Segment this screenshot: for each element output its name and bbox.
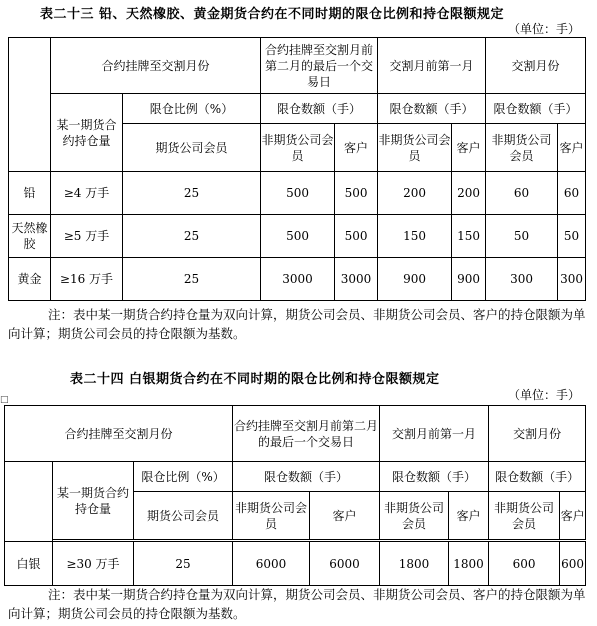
table23 <box>8 37 586 301</box>
pre2-client-cell: 6000 <box>310 542 380 586</box>
table24-unit: （单位：手） <box>508 388 581 402</box>
pre2-nonfc-cell: 500 <box>261 172 335 215</box>
pre1-client-cell: 900 <box>452 258 486 301</box>
ratio-cell: 25 <box>123 215 261 258</box>
product-header-cell <box>9 38 51 172</box>
delivery-nonfc-cell: 60 <box>486 172 558 215</box>
header-quota-pre1: 限仓数额（手） <box>378 94 486 124</box>
header-period-listing: 合约挂牌至交割月份 <box>5 406 233 462</box>
header-position: 某一期货合约持仓量 <box>53 462 134 540</box>
table24-note: 注：表中某一期货合约持仓量为双向计算，期货公司会员、非期货公司会员、客户的持仓限额为单向计算；期货公司会员的持仓限额为基数。 <box>8 587 586 621</box>
header-quota-pre2: 限仓数额（手） <box>233 462 380 492</box>
header-period-pre2: 合约挂牌至交割月前第二月的最后一个交易日 <box>233 406 380 462</box>
header-ratio: 限仓比例（%） <box>123 94 261 124</box>
delivery-client-cell: 600 <box>560 542 586 586</box>
delivery-nonfc-cell: 50 <box>486 215 558 258</box>
header-client: 客户 <box>558 124 586 172</box>
header-member-nonfc: 非期货公司会员 <box>489 492 560 540</box>
header-client: 客户 <box>449 492 489 540</box>
anchor-marker-icon: □ <box>0 395 9 405</box>
delivery-client-cell: 60 <box>558 172 586 215</box>
product-cell: 铅 <box>9 172 51 215</box>
pre1-client-cell: 1800 <box>449 542 489 586</box>
header-period-delivery: 交割月份 <box>489 406 586 462</box>
pre2-nonfc-cell: 3000 <box>261 258 335 301</box>
header-quota-pre1: 限仓数额（手） <box>380 462 489 492</box>
header-client: 客户 <box>335 124 378 172</box>
header-client: 客户 <box>452 124 486 172</box>
pre1-nonfc-cell: 900 <box>378 258 452 301</box>
product-cell: 白银 <box>5 542 53 586</box>
header-period-pre2: 合约挂牌至交割月前第二月的最后一个交易日 <box>261 38 378 94</box>
header-period-pre1: 交割月前第一月 <box>380 406 489 462</box>
table-row <box>5 542 586 586</box>
header-client: 客户 <box>310 492 380 540</box>
header-client: 客户 <box>560 492 586 540</box>
pre2-nonfc-cell: 6000 <box>233 542 310 586</box>
ratio-cell: 25 <box>123 258 261 301</box>
delivery-nonfc-cell: 600 <box>489 542 560 586</box>
pre2-client-cell: 500 <box>335 215 378 258</box>
pre2-client-cell: 500 <box>335 172 378 215</box>
table-row <box>9 258 586 301</box>
pre1-client-cell: 200 <box>452 172 486 215</box>
product-cell: 天然橡胶 <box>9 215 51 258</box>
pre2-nonfc-cell: 500 <box>261 215 335 258</box>
pre1-nonfc-cell: 1800 <box>380 542 449 586</box>
header-member-fc: 期货公司会员 <box>123 124 261 172</box>
table-row <box>9 215 586 258</box>
table24 <box>4 405 586 586</box>
threshold-cell: ≥4 万手 <box>51 172 123 215</box>
threshold-cell: ≥30 万手 <box>53 542 134 586</box>
header-position: 某一期货合约持仓量 <box>51 94 123 172</box>
header-member-nonfc: 非期货公司会员 <box>378 124 452 172</box>
table23-note: 注：表中某一期货合约持仓量为双向计算，期货公司会员、非期货公司会员、客户的持仓限额为单向计算；期货公司会员的持仓限额为基数。 <box>8 307 586 341</box>
header-quota-pre2: 限仓数额（手） <box>261 94 378 124</box>
product-header-cell <box>5 462 53 542</box>
header-quota-delivery: 限仓数额（手） <box>486 94 586 124</box>
table-row <box>9 172 586 215</box>
threshold-cell: ≥16 万手 <box>51 258 123 301</box>
header-quota-delivery: 限仓数额（手） <box>489 462 586 492</box>
pre1-client-cell: 150 <box>452 215 486 258</box>
header-period-pre1: 交割月前第一月 <box>378 38 486 94</box>
pre2-client-cell: 3000 <box>335 258 378 301</box>
ratio-cell: 25 <box>134 542 233 586</box>
product-cell: 黄金 <box>9 258 51 301</box>
header-member-nonfc: 非期货公司会员 <box>380 492 449 540</box>
ratio-cell: 25 <box>123 172 261 215</box>
header-member-nonfc: 非期货公司会员 <box>486 124 558 172</box>
table23-title: 表二十三 铅、天然橡胶、黄金期货合约在不同时期的限仓比例和持仓限额规定 <box>40 7 505 22</box>
pre1-nonfc-cell: 200 <box>378 172 452 215</box>
delivery-client-cell: 50 <box>558 215 586 258</box>
delivery-nonfc-cell: 300 <box>486 258 558 301</box>
header-member-nonfc: 非期货公司会员 <box>233 492 310 540</box>
header-period-delivery: 交割月份 <box>486 38 586 94</box>
header-ratio: 限仓比例（%） <box>134 462 233 492</box>
header-member-nonfc: 非期货公司会员 <box>261 124 335 172</box>
pre1-nonfc-cell: 150 <box>378 215 452 258</box>
table23-unit: （单位：手） <box>508 22 581 36</box>
table24-title: 表二十四 白银期货合约在不同时期的限仓比例和持仓限额规定 <box>70 372 440 387</box>
delivery-client-cell: 300 <box>558 258 586 301</box>
header-period-listing: 合约挂牌至交割月份 <box>51 38 261 94</box>
threshold-cell: ≥5 万手 <box>51 215 123 258</box>
header-member-fc: 期货公司会员 <box>134 492 233 540</box>
